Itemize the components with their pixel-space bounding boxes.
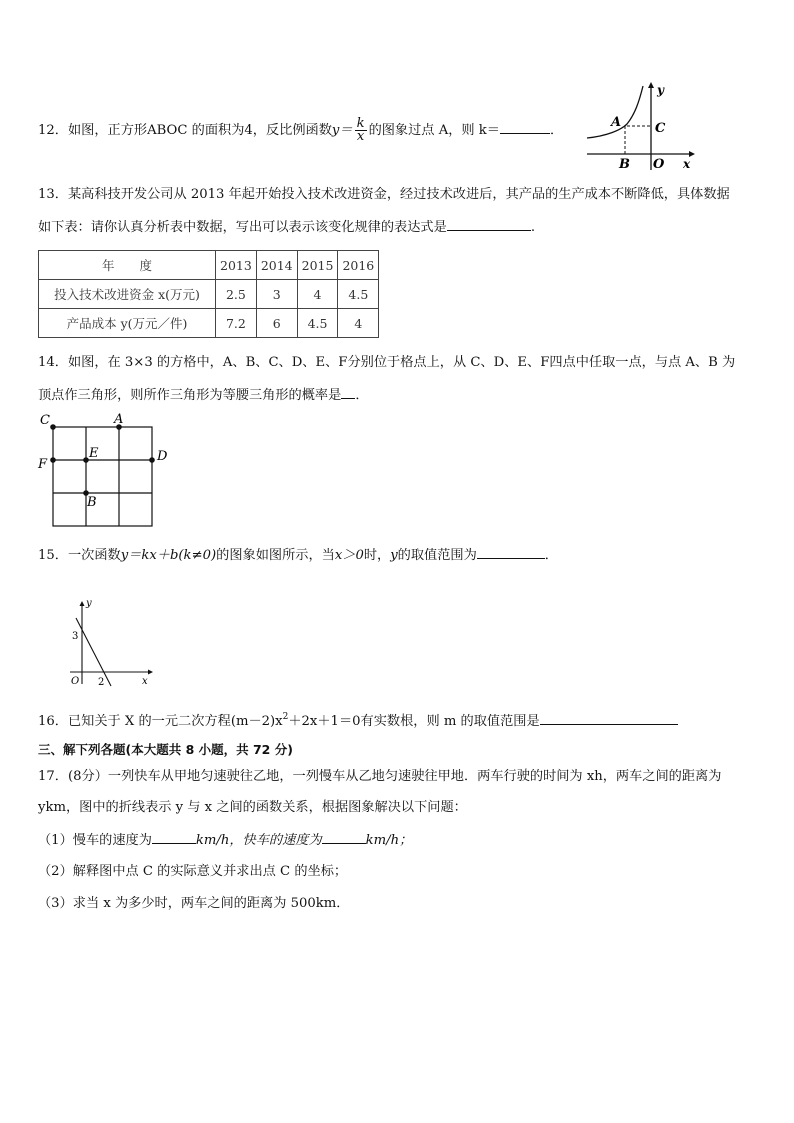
table-row (39, 309, 379, 338)
q14-label-A: A (114, 412, 124, 427)
q12-text: 12．如图，正方形ABOC 的面积为4，反比例函数y＝ $\frac{k}{x}$ 的图象过点 A，则 k＝ ． (38, 116, 564, 144)
table-cell: 3 (256, 280, 297, 309)
table-cell: 2016 (338, 251, 379, 280)
q15-figure (62, 592, 162, 688)
q13-line2: 如下表：请你认真分析表中数据，写出可以表示该变化规律的表达式是 . (38, 220, 536, 235)
q16-text: 16．已知关于 X 的一元二次方程$(m-2)x^2+2x+1=0$有实数根，则 m 的取值范围是 (38, 712, 678, 731)
table-cell: 2.5 (216, 280, 257, 309)
q12-fraction: $\frac{k}{x}$ (356, 116, 365, 144)
q16-equation: $(m-2)x^2+2x+1=0$ (230, 712, 361, 729)
q13-answer-blank[interactable] (447, 218, 531, 231)
q12-y-arrow (648, 82, 654, 88)
q14-label-B: B (87, 495, 97, 510)
q12-hyperbola (587, 86, 643, 138)
q17-slow-speed-blank[interactable] (152, 831, 196, 844)
table-cell: 2015 (297, 251, 338, 280)
q12-label-x: x (683, 157, 691, 171)
table-cell: 4 (338, 309, 379, 338)
table-row-label: 投入技术改进资金 x(万元) (39, 280, 216, 309)
q14-answer-blank[interactable] (341, 386, 355, 399)
q13-table (38, 250, 379, 338)
q17-sub3: （3）求当 x 为多少时，两车之间的距离为 500km． (38, 896, 350, 911)
q13-line1: 13．某高科技开发公司从 2013 年起开始投入技术改进资金，经过技术改进后，其产品的生产成本不断降低，具体数据 (38, 187, 730, 202)
table-header-year: 年 度 (39, 251, 216, 280)
section-3-heading: 三、解下列各题(本大题共 8 小题，共 72 分) (38, 742, 293, 757)
q14-point-E (83, 457, 89, 463)
q14-line2: 顶点作三角形，则所作三角形为等腰三角形的概率是 ． (38, 388, 369, 403)
q15-function: y＝kx＋b(k≠0) (120, 548, 217, 563)
q12-label-O: O (653, 157, 665, 172)
q12-label-B: B (619, 157, 630, 172)
q15-text: 15．一次函数y＝kx＋b(k≠0)的图象如图所示，当x＞0时，y的取值范围为 ． (38, 548, 558, 563)
table-cell: 6 (256, 309, 297, 338)
q12-answer-blank[interactable] (500, 121, 550, 134)
q12-square (625, 126, 651, 154)
q16-answer-blank[interactable] (540, 712, 678, 725)
q14-point-D (149, 457, 155, 463)
table-cell: 4.5 (297, 309, 338, 338)
q15-answer-blank[interactable] (477, 546, 545, 559)
table-cell: 4.5 (338, 280, 379, 309)
q14-label-C: C (40, 413, 50, 428)
q12-figure (585, 82, 695, 172)
q12-label-A: A (611, 115, 622, 130)
q14-point-F (50, 457, 56, 463)
q15-y-arrow (80, 601, 85, 606)
table-row (39, 251, 379, 280)
q15-x-arrow (148, 670, 153, 675)
q17-line2: ykm，图中的折线表示 y 与 x 之间的函数关系，根据图象解决以下问题： (38, 800, 467, 815)
q15-label-3: 3 (72, 631, 79, 642)
q14-label-E: E (89, 446, 99, 461)
q17-sub1: （1）慢车的速度为 km/h，快车的速度为 km/h； (38, 833, 413, 848)
q14-label-D: D (157, 449, 168, 464)
q12-label-y: y (657, 83, 664, 97)
table-row-label: 产品成本 y(万元／件) (39, 309, 216, 338)
q14-label-F: F (38, 457, 48, 472)
q14-point-C (50, 424, 56, 430)
q12-label-C: C (655, 121, 666, 136)
table-row (39, 280, 379, 309)
q17-fast-speed-blank[interactable] (322, 831, 366, 844)
table-cell: 2014 (256, 251, 297, 280)
q17-sub2: （2）解释图中点 C 的实际意义并求出点 C 的坐标； (38, 864, 348, 879)
q15-label-O: O (71, 676, 80, 687)
q17-line1: 17．(8分）一列快车从甲地匀速驶往乙地，一列慢车从乙地匀速驶往甲地．两车行驶的时间为 xh，两车之间的距离为 (38, 769, 722, 784)
table-cell: 4 (297, 280, 338, 309)
table-cell: 7.2 (216, 309, 257, 338)
q14-line1: 14．如图，在 3×3 的方格中，A、B、C、D、E、F分别位于格点上，从 C、D、E、F四点中任取一点，与点 A、B 为 (38, 355, 736, 370)
q14-grid-figure (34, 410, 174, 530)
q15-label-x: x (142, 676, 148, 687)
q15-line (76, 618, 111, 686)
q15-label-y: y (86, 598, 92, 609)
q15-label-2: 2 (98, 677, 105, 688)
table-cell: 2013 (216, 251, 257, 280)
